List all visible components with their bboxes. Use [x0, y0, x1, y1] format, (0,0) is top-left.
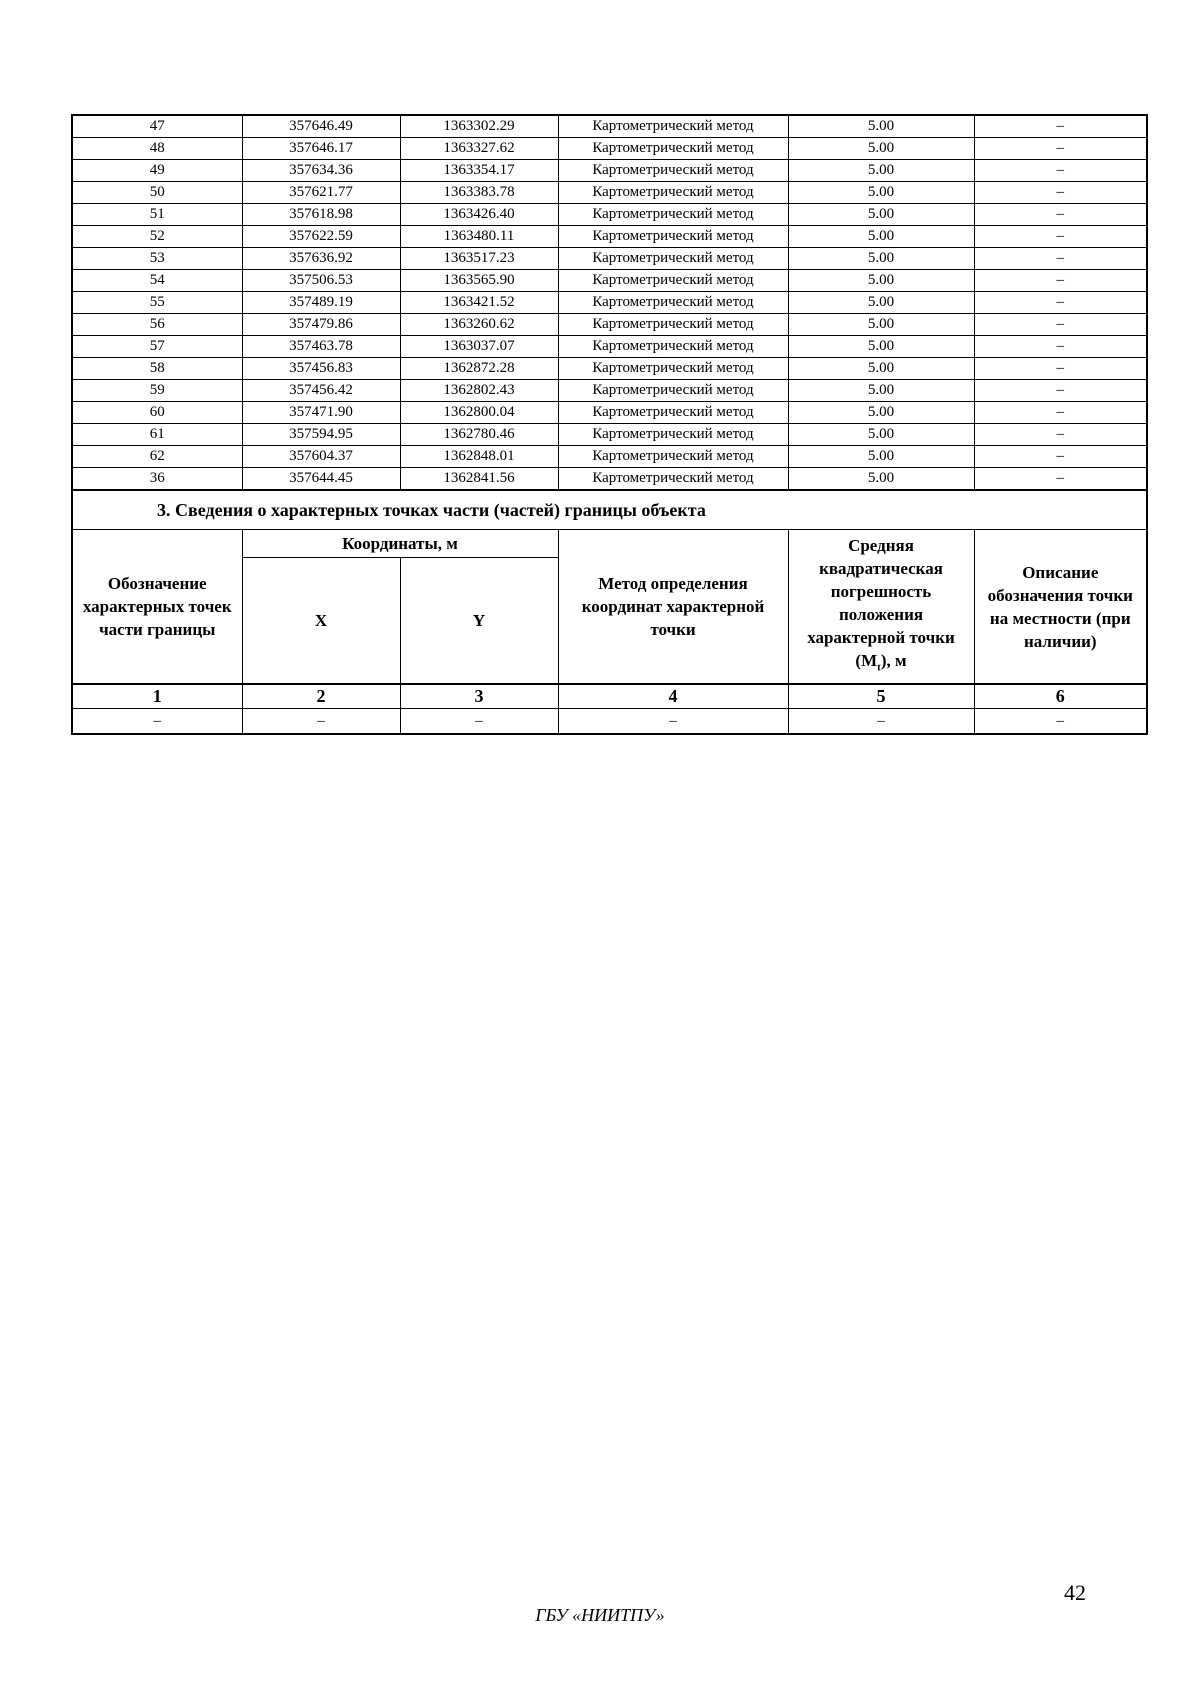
point-number-cell: 58: [72, 358, 242, 380]
point-method-cell: Картометрический метод: [558, 424, 788, 446]
point-number-cell: 61: [72, 424, 242, 446]
point-number-cell: 59: [72, 380, 242, 402]
point-description-cell: –: [974, 138, 1147, 160]
point-error-cell: 5.00: [788, 160, 974, 182]
header-designation: Обозначение характерных точек части границы: [72, 530, 242, 685]
point-error-cell: 5.00: [788, 380, 974, 402]
table-row: [72, 204, 1147, 226]
point-error-cell: 5.00: [788, 468, 974, 490]
point-error-cell: 5.00: [788, 424, 974, 446]
point-y-cell: 1363480.11: [400, 226, 558, 248]
point-number-cell: 57: [72, 336, 242, 358]
point-x-cell: 357489.19: [242, 292, 400, 314]
point-y-cell: 1363565.90: [400, 270, 558, 292]
header-method: Метод определения координат характерной точки: [558, 530, 788, 685]
header-x: X: [242, 558, 400, 685]
point-y-cell: 1362848.01: [400, 446, 558, 468]
table-row: [72, 182, 1147, 204]
empty-cell: –: [558, 709, 788, 735]
point-number-cell: 49: [72, 160, 242, 182]
point-description-cell: –: [974, 468, 1147, 490]
point-number-cell: 48: [72, 138, 242, 160]
point-number-cell: 62: [72, 446, 242, 468]
point-x-cell: 357636.92: [242, 248, 400, 270]
table-row: [72, 358, 1147, 380]
point-description-cell: –: [974, 314, 1147, 336]
point-description-cell: –: [974, 270, 1147, 292]
point-x-cell: 357618.98: [242, 204, 400, 226]
point-x-cell: 357634.36: [242, 160, 400, 182]
table-row: [72, 115, 1147, 138]
header-error-subscript: t: [877, 661, 881, 674]
point-description-cell: –: [974, 336, 1147, 358]
point-description-cell: –: [974, 446, 1147, 468]
point-x-cell: 357604.37: [242, 446, 400, 468]
point-method-cell: Картометрический метод: [558, 292, 788, 314]
section-3-heading: 3. Сведения о характерных точках части (частей) границы объекта: [72, 491, 1147, 530]
point-method-cell: Картометрический метод: [558, 314, 788, 336]
empty-cell: –: [788, 709, 974, 735]
point-number-cell: 52: [72, 226, 242, 248]
point-description-cell: –: [974, 380, 1147, 402]
point-y-cell: 1362802.43: [400, 380, 558, 402]
point-description-cell: –: [974, 402, 1147, 424]
table-row: [72, 160, 1147, 182]
point-method-cell: Картометрический метод: [558, 160, 788, 182]
point-x-cell: 357621.77: [242, 182, 400, 204]
point-y-cell: 1362780.46: [400, 424, 558, 446]
empty-cell: –: [72, 709, 242, 735]
table-row: [72, 138, 1147, 160]
point-error-cell: 5.00: [788, 226, 974, 248]
point-method-cell: Картометрический метод: [558, 468, 788, 490]
table-row: [72, 424, 1147, 446]
table-row: [72, 248, 1147, 270]
point-x-cell: 357456.83: [242, 358, 400, 380]
column-number: 4: [558, 684, 788, 709]
point-x-cell: 357644.45: [242, 468, 400, 490]
point-number-cell: 60: [72, 402, 242, 424]
empty-cell: –: [974, 709, 1147, 735]
column-number: 5: [788, 684, 974, 709]
point-number-cell: 50: [72, 182, 242, 204]
point-y-cell: 1363302.29: [400, 115, 558, 138]
point-error-cell: 5.00: [788, 115, 974, 138]
table-row: [72, 336, 1147, 358]
point-method-cell: Картометрический метод: [558, 446, 788, 468]
point-method-cell: Картометрический метод: [558, 182, 788, 204]
point-error-cell: 5.00: [788, 358, 974, 380]
page-footer: ГБУ «НИИТПУ»: [535, 1605, 665, 1625]
point-x-cell: 357456.42: [242, 380, 400, 402]
column-number: 6: [974, 684, 1147, 709]
column-number: 3: [400, 684, 558, 709]
header-y: Y: [400, 558, 558, 685]
point-description-cell: –: [974, 160, 1147, 182]
point-x-cell: 357646.17: [242, 138, 400, 160]
header-error-unit: ), м: [880, 650, 907, 670]
point-description-cell: –: [974, 248, 1147, 270]
point-method-cell: Картометрический метод: [558, 358, 788, 380]
point-error-cell: 5.00: [788, 248, 974, 270]
page-number: 42: [1064, 1580, 1086, 1605]
boundary-points-table: [71, 114, 1148, 490]
point-description-cell: –: [974, 204, 1147, 226]
point-number-cell: 55: [72, 292, 242, 314]
point-method-cell: Картометрический метод: [558, 380, 788, 402]
point-y-cell: 1362800.04: [400, 402, 558, 424]
header-coordinates: Координаты, м: [242, 530, 558, 558]
point-y-cell: 1363327.62: [400, 138, 558, 160]
point-y-cell: 1363037.07: [400, 336, 558, 358]
point-error-cell: 5.00: [788, 204, 974, 226]
point-number-cell: 36: [72, 468, 242, 490]
empty-cell: –: [242, 709, 400, 735]
point-number-cell: 56: [72, 314, 242, 336]
point-y-cell: 1363426.40: [400, 204, 558, 226]
point-error-cell: 5.00: [788, 270, 974, 292]
table-row: [72, 468, 1147, 490]
point-y-cell: 1363517.23: [400, 248, 558, 270]
point-method-cell: Картометрический метод: [558, 204, 788, 226]
table-row: [72, 446, 1147, 468]
point-description-cell: –: [974, 226, 1147, 248]
point-description-cell: –: [974, 182, 1147, 204]
point-number-cell: 53: [72, 248, 242, 270]
point-x-cell: 357463.78: [242, 336, 400, 358]
point-error-cell: 5.00: [788, 138, 974, 160]
point-x-cell: 357471.90: [242, 402, 400, 424]
point-error-cell: 5.00: [788, 446, 974, 468]
point-number-cell: 47: [72, 115, 242, 138]
point-method-cell: Картометрический метод: [558, 115, 788, 138]
point-y-cell: 1363421.52: [400, 292, 558, 314]
point-x-cell: 357506.53: [242, 270, 400, 292]
point-description-cell: –: [974, 115, 1147, 138]
empty-cell: –: [400, 709, 558, 735]
point-description-cell: –: [974, 358, 1147, 380]
point-x-cell: 357479.86: [242, 314, 400, 336]
column-number: 2: [242, 684, 400, 709]
point-method-cell: Картометрический метод: [558, 138, 788, 160]
table-row: [72, 380, 1147, 402]
point-y-cell: 1362872.28: [400, 358, 558, 380]
point-description-cell: –: [974, 292, 1147, 314]
point-error-cell: 5.00: [788, 336, 974, 358]
point-y-cell: 1363354.17: [400, 160, 558, 182]
table-row: [72, 402, 1147, 424]
point-method-cell: Картометрический метод: [558, 248, 788, 270]
point-y-cell: 1363260.62: [400, 314, 558, 336]
point-number-cell: 51: [72, 204, 242, 226]
point-number-cell: 54: [72, 270, 242, 292]
point-method-cell: Картометрический метод: [558, 402, 788, 424]
point-error-cell: 5.00: [788, 402, 974, 424]
part-boundary-points-table: [71, 490, 1148, 735]
header-description: Описание обозначения точки на местности (при наличии): [974, 530, 1147, 685]
point-y-cell: 1362841.56: [400, 468, 558, 490]
point-description-cell: –: [974, 424, 1147, 446]
point-x-cell: 357594.95: [242, 424, 400, 446]
column-number: 1: [72, 684, 242, 709]
table-row: [72, 292, 1147, 314]
point-error-cell: 5.00: [788, 314, 974, 336]
header-error: [788, 530, 974, 685]
point-error-cell: 5.00: [788, 292, 974, 314]
boundary-points-body: [72, 115, 1147, 490]
table-row: [72, 270, 1147, 292]
point-y-cell: 1363383.78: [400, 182, 558, 204]
point-method-cell: Картометрический метод: [558, 270, 788, 292]
header-error-text: Средняя квадратическая погрешность положения характерной точки (M: [807, 535, 955, 670]
table-row: [72, 226, 1147, 248]
table-row: [72, 314, 1147, 336]
point-error-cell: 5.00: [788, 182, 974, 204]
point-method-cell: Картометрический метод: [558, 336, 788, 358]
point-x-cell: 357646.49: [242, 115, 400, 138]
point-method-cell: Картометрический метод: [558, 226, 788, 248]
point-x-cell: 357622.59: [242, 226, 400, 248]
